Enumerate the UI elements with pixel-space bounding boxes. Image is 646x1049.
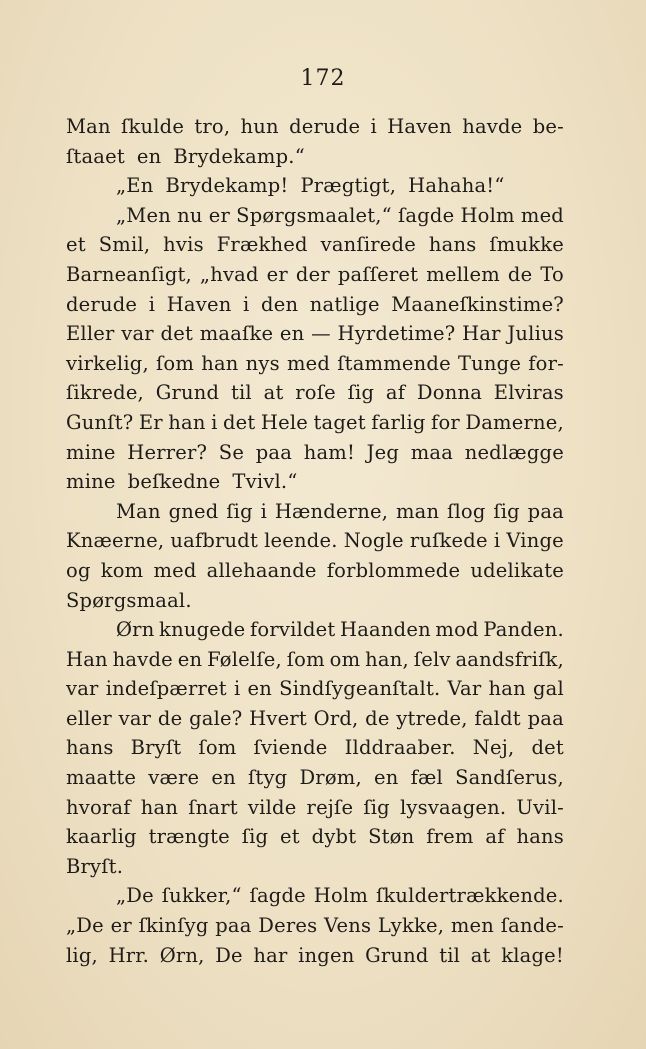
- word: en: [211, 766, 236, 790]
- word: virkelig,: [66, 351, 149, 375]
- word: med: [286, 351, 331, 375]
- word: Holm: [313, 884, 369, 908]
- word: mod: [435, 618, 479, 642]
- text-line: [66, 822, 564, 852]
- text-line: [66, 793, 564, 823]
- word: Ørn,: [159, 943, 205, 967]
- word: Var: [447, 677, 482, 701]
- word: Julius: [507, 322, 564, 346]
- word: ſkinſyg: [138, 914, 209, 938]
- word: gal: [533, 677, 564, 701]
- word: Sindſygeanſtalt.: [279, 677, 441, 701]
- word: Uvil-: [516, 795, 564, 819]
- word: hun: [240, 115, 279, 138]
- word: Bryſt: [130, 736, 182, 760]
- word: var: [118, 706, 152, 730]
- word: Bryſt.: [66, 854, 124, 878]
- text-line: [66, 615, 564, 645]
- word: faldt: [474, 706, 521, 730]
- word: „Men: [116, 203, 171, 227]
- word: knugede: [159, 618, 246, 642]
- word: ham!: [303, 440, 356, 464]
- word: ſviende: [253, 736, 328, 760]
- word: roſe: [295, 381, 336, 405]
- word: en: [247, 677, 273, 701]
- word: Hvert: [249, 706, 307, 730]
- word: lig,: [66, 943, 98, 967]
- word: ſmukke: [489, 233, 564, 257]
- text-line: [66, 526, 564, 556]
- body-text: [66, 112, 564, 970]
- word: beſkedne: [127, 470, 221, 494]
- word: og: [66, 558, 91, 582]
- word: Se: [218, 440, 245, 464]
- word: han: [488, 677, 526, 701]
- word: Ørn: [116, 618, 155, 642]
- word: allehaande: [206, 558, 317, 582]
- word: ſlog: [447, 499, 486, 523]
- word: det: [160, 322, 193, 346]
- word: „hvad: [199, 262, 259, 286]
- word: Prægtigt,: [300, 174, 397, 198]
- word: paa: [215, 914, 252, 938]
- word: men: [450, 914, 495, 938]
- word: af: [385, 381, 406, 405]
- word: ſig: [493, 499, 520, 523]
- word: Hyrdetime?: [337, 322, 456, 346]
- word: indeſpærret: [105, 677, 227, 701]
- word: det: [531, 736, 564, 760]
- text-line: [66, 645, 564, 675]
- word: Man: [66, 115, 111, 138]
- word: Elviras: [493, 381, 564, 405]
- word: at: [263, 381, 284, 405]
- page-number: 172: [300, 66, 346, 91]
- word: Spørgsmaalet,“: [236, 203, 392, 227]
- word: hvis: [163, 233, 204, 257]
- word: ſig: [241, 825, 269, 849]
- word: Støn: [368, 825, 415, 849]
- word: vanſirede: [320, 233, 416, 257]
- word: havde: [112, 647, 173, 671]
- word: det: [222, 410, 256, 434]
- word: ruſkede: [409, 529, 488, 553]
- word: med: [520, 203, 564, 227]
- word: Vinge: [506, 529, 564, 553]
- word: kaarlig: [66, 825, 137, 849]
- word: ſtammende: [337, 351, 451, 375]
- word: var: [66, 677, 99, 701]
- word: Smil,: [98, 233, 151, 257]
- word: Han: [66, 647, 108, 671]
- word: havde: [462, 115, 523, 138]
- word: Har: [462, 322, 501, 346]
- text-line: [66, 201, 564, 231]
- word: eller: [66, 706, 112, 730]
- text-line: [66, 230, 564, 260]
- word: fæl: [410, 766, 443, 790]
- word: en: [373, 766, 399, 790]
- word: i: [233, 677, 241, 701]
- word: Haven: [387, 115, 452, 138]
- word: i: [370, 115, 377, 138]
- word: Holm: [460, 203, 515, 227]
- word: Lykke,: [377, 914, 445, 938]
- word: være: [148, 766, 200, 790]
- word: en: [279, 322, 305, 346]
- word: gned: [168, 499, 219, 523]
- text-line: [66, 408, 564, 438]
- word: er: [266, 262, 288, 286]
- word: Ilddraaber.: [344, 736, 456, 760]
- word: hvoraf: [66, 795, 131, 819]
- word: er: [208, 203, 231, 227]
- word: i: [260, 499, 268, 523]
- word: nedlægge: [464, 440, 564, 464]
- text-line: [66, 349, 564, 379]
- word: Grund: [155, 381, 220, 405]
- word: Hahaha!“: [408, 174, 505, 198]
- word: en: [177, 647, 203, 671]
- word: Ord,: [313, 706, 359, 730]
- text-line: [66, 556, 564, 586]
- word: i: [493, 529, 501, 553]
- word: „En: [116, 174, 154, 198]
- word: farlig: [371, 410, 426, 434]
- word: Nej,: [472, 736, 515, 760]
- word: han,: [365, 647, 409, 671]
- word: maa: [410, 440, 454, 464]
- word: vilde: [247, 795, 297, 819]
- word: kom: [100, 558, 144, 582]
- word: de: [157, 706, 183, 730]
- word: af: [485, 825, 505, 849]
- word: Følelſe,: [207, 647, 282, 671]
- word: de: [507, 262, 533, 286]
- word: ſig: [363, 795, 390, 819]
- word: ſagde: [397, 203, 455, 227]
- word: han: [140, 795, 179, 819]
- word: ſig: [226, 499, 253, 523]
- word: Man: [116, 499, 161, 523]
- word: Sandſerus,: [455, 766, 564, 790]
- word: ſom: [286, 647, 325, 671]
- word: paſſeret: [337, 262, 419, 286]
- word: nu: [177, 203, 203, 227]
- word: forblommede: [326, 558, 461, 582]
- text-line: [66, 852, 564, 882]
- word: Panden.: [483, 618, 564, 642]
- text-line: [66, 704, 564, 734]
- text-line: [66, 438, 564, 468]
- word: Tunge: [457, 351, 522, 375]
- word: „De: [116, 884, 154, 908]
- word: ſom: [198, 736, 237, 760]
- word: Grund: [365, 943, 429, 967]
- word: han: [168, 410, 206, 434]
- word: Frækhed: [216, 233, 308, 257]
- word: ſig: [347, 381, 375, 405]
- text-line: [66, 260, 564, 290]
- word: ſtyg: [248, 766, 288, 790]
- word: Brydekamp!: [165, 174, 289, 198]
- word: ſom: [156, 351, 195, 375]
- word: „De: [66, 914, 104, 938]
- word: Haven: [166, 292, 232, 316]
- word: til: [230, 381, 252, 405]
- word: frem: [426, 825, 474, 849]
- text-line: [66, 881, 564, 911]
- text-line: [66, 733, 564, 763]
- word: hans: [428, 233, 477, 257]
- text-line: [66, 586, 564, 616]
- word: Hele: [260, 410, 309, 434]
- word: ſande-: [500, 914, 564, 938]
- word: natlige: [309, 292, 380, 316]
- word: ſnart: [188, 795, 238, 819]
- word: et: [280, 825, 300, 849]
- word: for-: [528, 351, 564, 375]
- word: ſelv: [413, 647, 451, 671]
- word: derude: [289, 115, 361, 138]
- word: Hænderne,: [274, 499, 389, 523]
- word: hans: [66, 736, 114, 760]
- word: en: [136, 144, 162, 168]
- text-line: [66, 941, 564, 971]
- text-line: [66, 467, 564, 497]
- word: paa: [527, 706, 564, 730]
- word: uafbrudt: [170, 529, 258, 553]
- word: klage!: [501, 943, 564, 967]
- word: aandsfriſk,: [455, 647, 564, 671]
- word: i: [148, 292, 156, 316]
- word: ſtaaet: [66, 144, 125, 168]
- text-line: [66, 171, 564, 201]
- word: trængte: [148, 825, 230, 849]
- word: Hrr.: [108, 943, 150, 967]
- word: i: [243, 292, 250, 316]
- word: maatte: [66, 766, 137, 790]
- word: er: [110, 914, 132, 938]
- text-line: [66, 290, 564, 320]
- word: har: [253, 943, 288, 967]
- word: Gunſt?: [66, 410, 134, 434]
- word: var: [121, 322, 154, 346]
- text-line: [66, 378, 564, 408]
- word: tro,: [194, 115, 231, 138]
- word: —: [311, 322, 331, 346]
- word: paa: [527, 499, 564, 523]
- word: udelikate: [470, 558, 564, 582]
- word: Tvivl.“: [232, 470, 298, 494]
- word: til: [439, 943, 461, 967]
- word: maaſke: [199, 322, 274, 346]
- word: om: [329, 647, 361, 671]
- word: der: [295, 262, 330, 286]
- word: Vens: [324, 914, 372, 938]
- word: hans: [516, 825, 564, 849]
- word: Spørgsmaal.: [66, 588, 192, 612]
- word: mine: [66, 470, 116, 494]
- word: Brydekamp.“: [173, 144, 305, 168]
- word: ingen: [298, 943, 355, 967]
- word: lysvaagen.: [399, 795, 507, 819]
- word: rejſe: [306, 795, 354, 819]
- word: dybt: [311, 825, 357, 849]
- text-line: [66, 674, 564, 704]
- word: Eller: [66, 322, 115, 346]
- word: ſkuldertrækkende.: [375, 884, 564, 908]
- word: leende.: [264, 529, 338, 553]
- word: Herrer?: [127, 440, 208, 464]
- word: nys: [245, 351, 280, 375]
- word: Maaneſkinstime?: [391, 292, 564, 316]
- word: ſukker,“: [161, 884, 242, 908]
- text-line: [66, 112, 564, 142]
- word: de: [365, 706, 390, 730]
- word: at: [470, 943, 491, 967]
- word: Damerne,: [465, 410, 564, 434]
- word: han: [201, 351, 239, 375]
- word: paa: [255, 440, 293, 464]
- word: den: [261, 292, 299, 316]
- word: Drøm,: [299, 766, 362, 790]
- word: for: [431, 410, 460, 434]
- word: mine: [66, 440, 116, 464]
- word: be-: [532, 115, 564, 138]
- word: et: [66, 233, 86, 257]
- word: ſikrede,: [66, 381, 144, 405]
- word: ſkulde: [121, 115, 185, 138]
- word: Knæerne,: [66, 529, 165, 553]
- text-line: [66, 763, 564, 793]
- word: ſagde: [249, 884, 306, 908]
- text-line: [66, 497, 564, 527]
- word: ytrede,: [396, 706, 468, 730]
- word: Er: [138, 410, 163, 434]
- word: De: [215, 943, 243, 967]
- word: i: [211, 410, 218, 434]
- text-line: [66, 142, 564, 172]
- word: To: [540, 262, 564, 286]
- word: taget: [313, 410, 366, 434]
- word: Barneanſigt,: [66, 262, 192, 286]
- text-line: [66, 319, 564, 349]
- word: forvildet: [250, 618, 336, 642]
- word: Haanden: [340, 618, 431, 642]
- word: mellem: [426, 262, 500, 286]
- word: derude: [66, 292, 138, 316]
- word: gale?: [189, 706, 243, 730]
- word: Nogle: [343, 529, 404, 553]
- word: med: [153, 558, 197, 582]
- word: man: [395, 499, 440, 523]
- text-line: [66, 911, 564, 941]
- word: Donna: [416, 381, 483, 405]
- word: Deres: [258, 914, 318, 938]
- word: Jeg: [366, 440, 400, 464]
